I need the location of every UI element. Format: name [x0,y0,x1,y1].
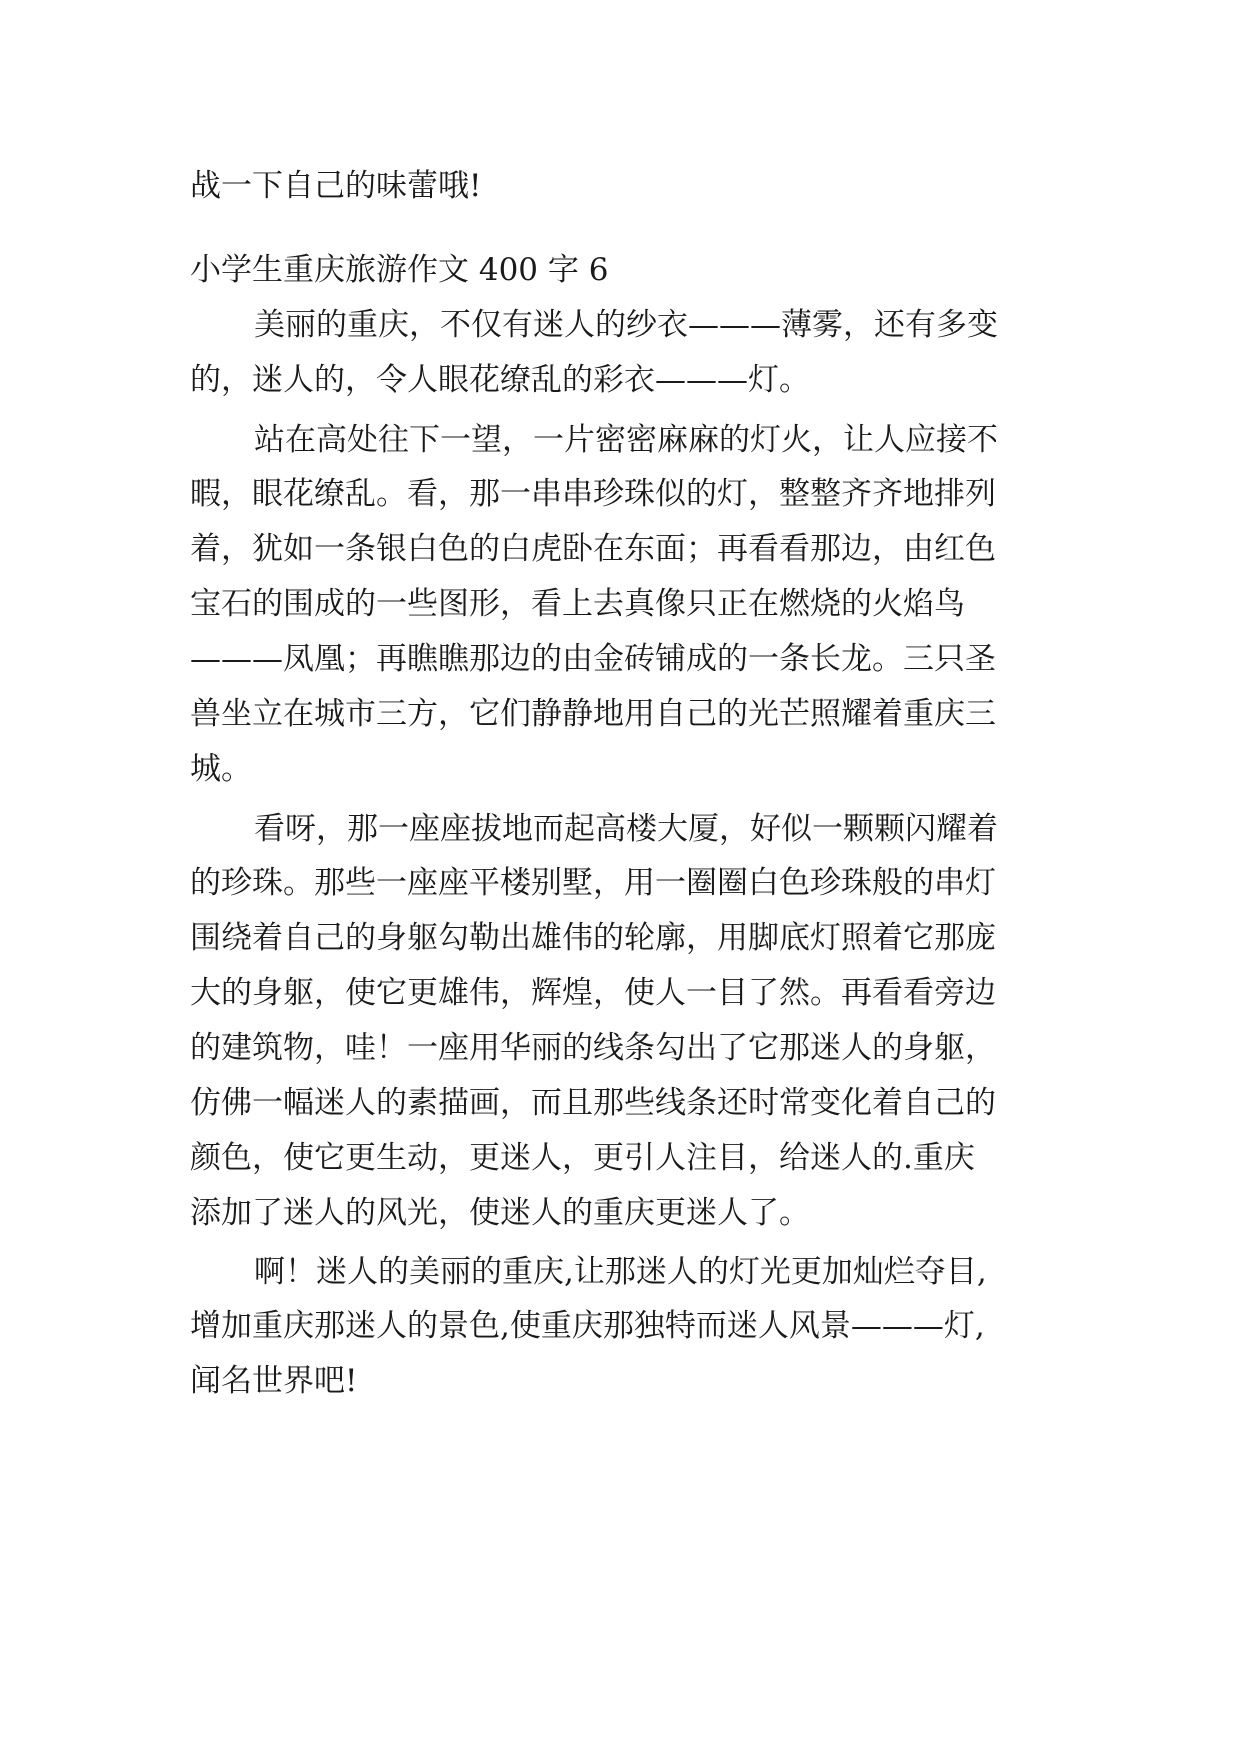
paragraph-line: 宝石的围成的一些图形，看上去真像只正在燃烧的火焰鸟 [190,586,965,622]
paragraph-line: 啊！迷人的美丽的重庆,让那迷人的灯光更加灿烂夺目, [254,1254,987,1290]
paragraph-line: 添加了迷人的风光，使迷人的重庆更迷人了。 [190,1195,810,1231]
paragraph-line: 暇，眼花缭乱。看，那一串串珍珠似的灯，整整齐齐地排列 [190,476,996,512]
paragraph-line: 站在高处往下一望，一片密密麻麻的灯火，让人应接不 [254,422,998,458]
paragraph-line: 闻名世界吧! [190,1363,358,1399]
paragraph-line: 颜色，使它更生动，更迷人，更引人注目，给迷人的.重庆 [190,1140,975,1176]
paragraph-line: 围绕着自己的身躯勾勒出雄伟的轮廓，用脚底灯照着它那庞 [190,920,996,956]
section-title: 小学生重庆旅游作文 400 字 6 [190,252,609,288]
paragraph-line: 大的身躯，使它更雄伟，辉煌，使人一目了然。再看看旁边 [190,975,996,1011]
paragraph-line: 增加重庆那迷人的景色,使重庆那独特而迷人风景———灯, [190,1308,985,1344]
text-line: 战一下自己的味蕾哦! [190,168,482,204]
paragraph-line: 城。 [190,751,252,787]
paragraph-line: 的，迷人的，令人眼花缭乱的彩衣———灯。 [190,362,810,398]
paragraph-line: 仿佛一幅迷人的素描画，而且那些线条还时常变化着自己的 [190,1085,996,1121]
paragraph-line: 美丽的重庆，不仅有迷人的纱衣———薄雾，还有多变 [254,307,998,343]
paragraph-line: 着，犹如一条银白色的白虎卧在东面；再看看那边，由红色 [190,531,996,567]
paragraph-line: 兽坐立在城市三方，它们静静地用自己的光芒照耀着重庆三 [190,696,996,732]
paragraph-line: 的建筑物，哇！一座用华丽的线条勾出了它那迷人的身躯， [190,1030,996,1066]
paragraph-line: ———凤凰；再瞧瞧那边的由金砖铺成的一条长龙。三只圣 [190,641,996,677]
paragraph-line: 的珍珠。那些一座座平楼别墅，用一圈圈白色珍珠般的串灯 [190,865,996,901]
paragraph-line: 看呀，那一座座拔地而起高楼大厦，好似一颗颗闪耀着 [254,811,998,847]
